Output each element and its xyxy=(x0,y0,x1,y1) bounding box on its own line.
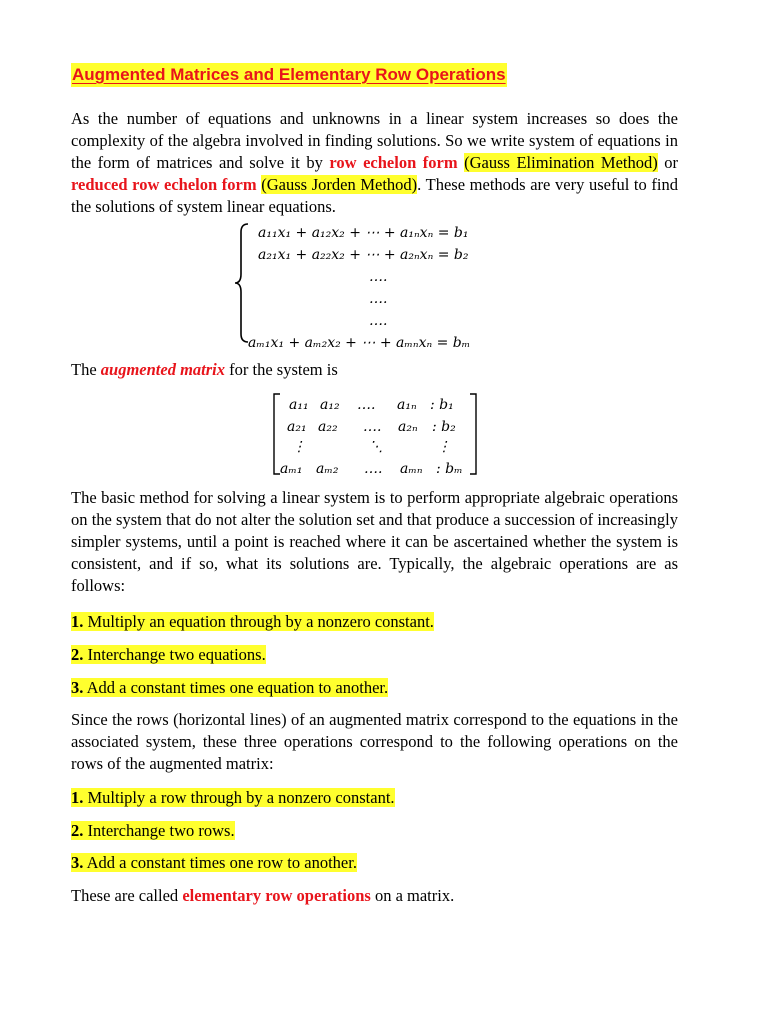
intro-text-2: . These methods are very useful to find the solutions of system linear equations. xyxy=(71,175,678,216)
gauss-jorden-method: (Gauss Jorden Method) xyxy=(261,175,418,194)
op-text: Interchange two equations. xyxy=(83,645,266,664)
closing-sentence xyxy=(71,885,678,907)
closing-post: on a matrix. xyxy=(370,886,455,905)
op-number: 3. xyxy=(71,853,84,872)
matrix-cell: …. xyxy=(363,419,382,435)
equation-ellipsis-1: …. xyxy=(369,269,388,285)
equation-row-m: aₘ₁x₁ + aₘ₂x₂ + ⋯ + aₘₙxₙ = bₘ xyxy=(248,335,471,351)
op-number: 3. xyxy=(71,678,84,697)
equation-operation-1 xyxy=(71,611,434,633)
closing-pre: These are called xyxy=(71,886,183,905)
augmented-sentence xyxy=(71,359,678,381)
matrix-cell: : b₁ xyxy=(430,397,454,413)
matrix-cell: …. xyxy=(357,397,376,413)
matrix-cell: ⋮ xyxy=(437,439,451,455)
op-number: 2. xyxy=(71,821,84,840)
equation-row-1: a₁₁x₁ + a₁₂x₂ + ⋯ + a₁ₙxₙ = b₁ xyxy=(258,225,469,241)
matrix-cell: a₂₂ xyxy=(318,419,338,435)
op-text: Add a constant times one equation to another. xyxy=(83,678,389,697)
matrix-cell: aₘ₂ xyxy=(316,461,339,477)
term-augmented-matrix: augmented matrix xyxy=(100,360,225,379)
row-operation-2 xyxy=(71,820,235,842)
intro-text-1: As the number of equations and unknowns in a linear system increases so does the complexity of the algebra involved in finding solutions. So we write system of equations in the form of matrices and solve it by xyxy=(71,109,678,172)
term-row-echelon-form: row echelon form xyxy=(329,153,458,172)
equation-operation-3 xyxy=(71,677,388,699)
row-operation-3 xyxy=(71,852,357,874)
op-number: 2. xyxy=(71,645,84,664)
matrix-cell: ⋮ xyxy=(292,439,306,455)
row-operation-1 xyxy=(71,787,395,809)
matrix-cell: a₂₁ xyxy=(287,419,307,435)
equation-ellipsis-2: …. xyxy=(369,291,388,307)
matrix-cell: : bₘ xyxy=(436,461,463,477)
matrix-cell: …. xyxy=(364,461,383,477)
gauss-elimination-method: (Gauss Elimination Method) xyxy=(464,153,658,172)
op-text: Interchange two rows. xyxy=(83,821,235,840)
op-number: 1. xyxy=(71,788,84,807)
aug-pre: The xyxy=(71,360,101,379)
aug-post: for the system is xyxy=(225,360,338,379)
intro-paragraph xyxy=(71,108,678,218)
left-brace xyxy=(234,222,250,344)
term-reduced-row-echelon-form: reduced row echelon form xyxy=(71,175,257,194)
rows-paragraph: Since the rows (horizontal lines) of an augmented matrix correspond to the equations in the associated system, these three operations correspond to the following operations on the rows of the augmented matrix: xyxy=(71,710,678,773)
op-text: Add a constant times one row to another. xyxy=(83,853,357,872)
matrix-cell: a₁₂ xyxy=(320,397,340,413)
op-number: 1. xyxy=(71,612,84,631)
matrix-cell: ⋱ xyxy=(369,439,383,455)
op-text: Multiply an equation through by a nonzero constant. xyxy=(83,612,434,631)
matrix-cell: a₁ₙ xyxy=(397,397,417,413)
matrix-cell: a₂ₙ xyxy=(398,419,418,435)
equation-row-2: a₂₁x₁ + a₂₂x₂ + ⋯ + a₂ₙxₙ = b₂ xyxy=(258,247,469,263)
matrix-cell: aₘ₁ xyxy=(280,461,303,477)
matrix-cell: aₘₙ xyxy=(400,461,423,477)
matrix-right-bracket xyxy=(468,393,478,475)
page-title: Augmented Matrices and Elementary Row Operations xyxy=(71,63,507,87)
op-text: Multiply a row through by a nonzero constant. xyxy=(83,788,395,807)
matrix-cell: a₁₁ xyxy=(289,397,309,413)
basic-method-paragraph: The basic method for solving a linear system is to perform appropriate algebraic operations on the system that do not alter the solution set and that produce a succession of increasingly simpler systems, until a point is reached where it can be ascertained whether the system is consistent, and if so, what its solutions are. Typically, the algebraic operations are as follows: xyxy=(71,488,678,595)
equation-ellipsis-3: …. xyxy=(369,313,388,329)
equation-operation-2 xyxy=(71,644,266,666)
matrix-cell: : b₂ xyxy=(432,419,456,435)
term-elementary-row-operations: elementary row operations xyxy=(182,886,371,905)
intro-or: or xyxy=(657,153,679,172)
